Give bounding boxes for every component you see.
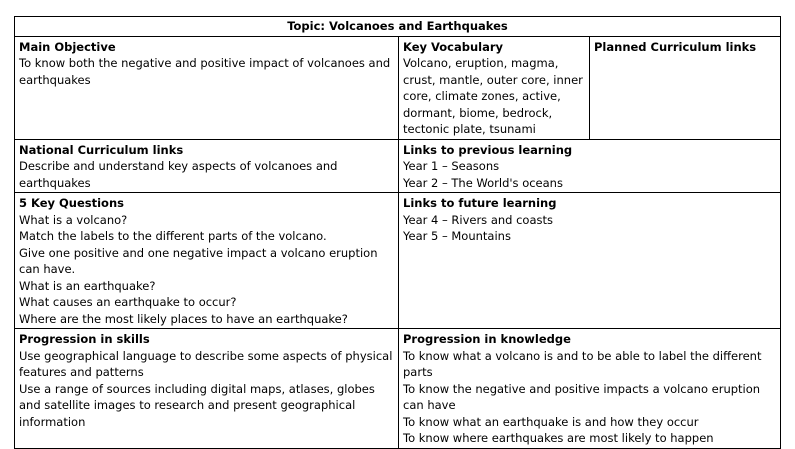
national-curriculum-text: Describe and understand key aspects of volcanoes and earthquakes	[19, 159, 338, 190]
key-question: What is an earthquake?	[19, 278, 156, 293]
key-question: What is a volcano?	[19, 212, 128, 227]
progression-row	[15, 329, 781, 449]
progression-knowledge-heading: Progression in knowledge	[403, 332, 571, 346]
progression-knowledge-item: To know the negative and positive impacts a volcano eruption can have	[403, 381, 761, 412]
national-curriculum-heading: National Curriculum links	[19, 142, 184, 157]
progression-knowledge-item: To know where earthquakes are most likely to happen	[403, 431, 714, 445]
main-objective-text: To know both the negative and positive impact of volcanoes and earthquakes	[19, 56, 391, 87]
previous-learning-cell	[399, 139, 781, 193]
progression-skills-heading: Progression in skills	[19, 332, 150, 346]
progression-knowledge-item: To know what a volcano is and to be able to label the different parts	[403, 348, 762, 379]
key-question: Give one positive and one negative impact a volcano eruption can have.	[19, 245, 378, 276]
key-question: What causes an earthquake to occur?	[19, 295, 237, 309]
progression-skills-cell	[15, 329, 399, 449]
curriculum-plan-table	[14, 16, 781, 449]
future-learning-item: Year 4 – Rivers and coasts	[403, 212, 554, 227]
national-curriculum-cell	[15, 139, 399, 193]
future-learning-cell	[399, 193, 781, 329]
progression-knowledge-item: To know what an earthquake is and how they occur	[403, 414, 699, 429]
questions-row	[15, 193, 781, 329]
national-row	[15, 139, 781, 193]
key-vocabulary-heading: Key Vocabulary	[403, 39, 504, 54]
planned-curriculum-heading: Planned Curriculum links	[594, 39, 757, 54]
topic-title: Topic: Volcanoes and Earthquakes	[15, 17, 781, 37]
previous-learning-heading: Links to previous learning	[403, 142, 573, 157]
key-questions-heading: 5 Key Questions	[19, 196, 124, 210]
key-vocabulary-text: Volcano, eruption, magma, crust, mantle, outer core, inner core, climate zones, active, dormant, biome, bedrock, tectonic plate, tsunami	[403, 56, 583, 136]
key-question: Where are the most likely places to have an earthquake?	[19, 311, 348, 326]
previous-learning-item: Year 1 – Seasons	[403, 159, 500, 173]
previous-learning-item: Year 2 – The World's oceans	[403, 175, 563, 190]
main-objective-heading: Main Objective	[19, 39, 116, 54]
future-learning-heading: Links to future learning	[403, 196, 557, 210]
progression-skill: Use a range of sources including digital maps, atlases, globes and satellite images to research and present geographical information	[19, 381, 375, 429]
main-objective-cell	[15, 36, 399, 139]
key-vocabulary-cell	[399, 36, 590, 139]
key-question: Match the labels to the different parts of the volcano.	[19, 229, 327, 243]
title-row	[15, 17, 781, 37]
key-questions-cell	[15, 193, 399, 329]
future-learning-item: Year 5 – Mountains	[403, 229, 511, 243]
progression-skill: Use geographical language to describe some aspects of physical features and patterns	[19, 348, 393, 379]
objective-row	[15, 36, 781, 139]
progression-knowledge-cell	[399, 329, 781, 449]
planned-curriculum-cell	[590, 36, 781, 139]
